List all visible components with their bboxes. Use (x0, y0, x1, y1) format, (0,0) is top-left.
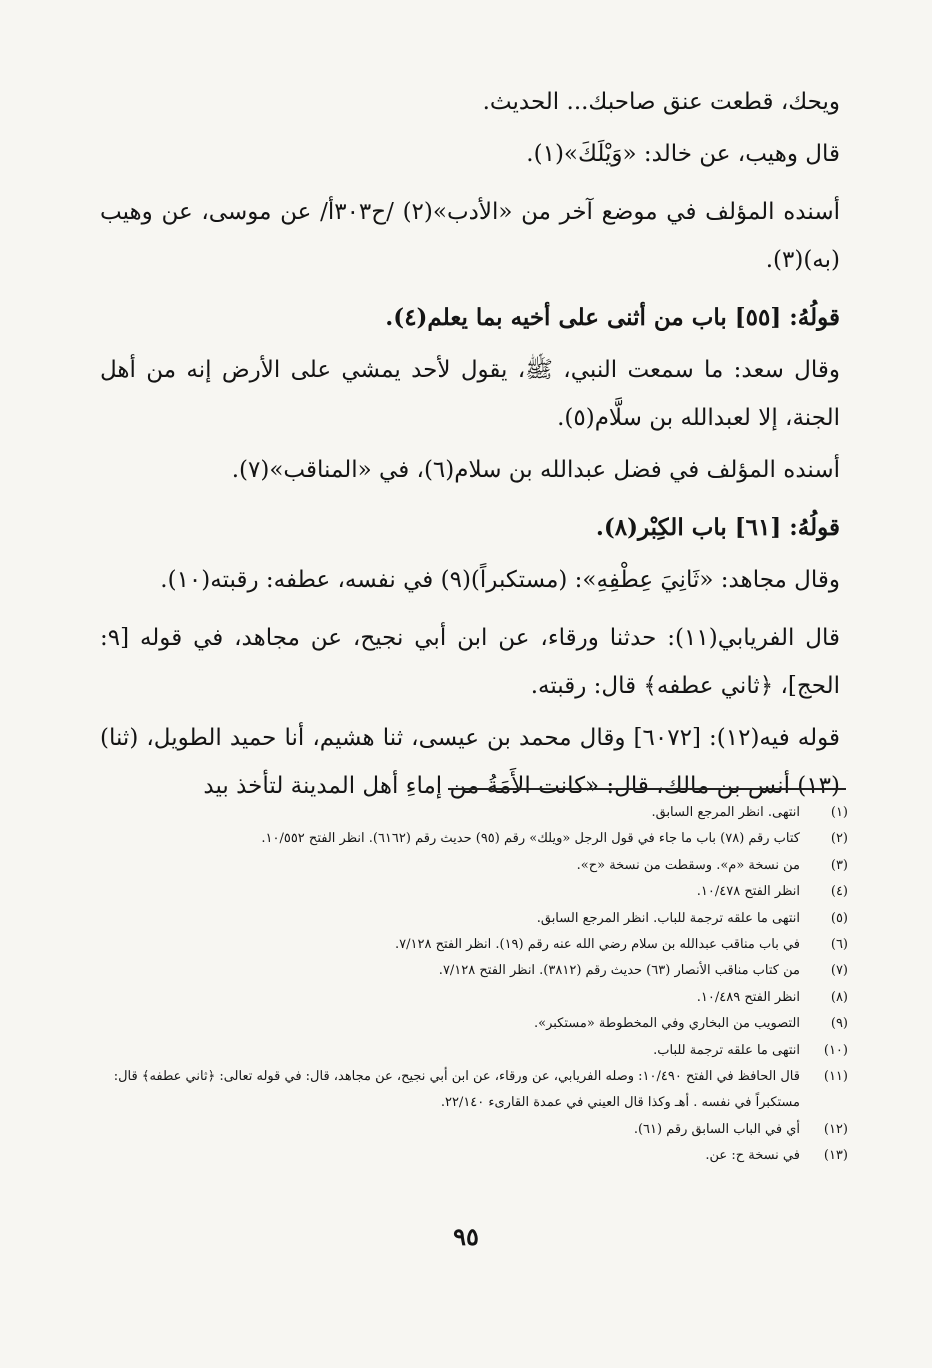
footnote-text: في نسخة ح: عن. (705, 1148, 800, 1164)
paragraph: وقال سعد: ما سمعت النبي، ﷺ، يقول لأحد يمشي على الأرض إنه من أهل الجنة، إلا لعبدالله بن سلَّام(٥). (100, 357, 840, 431)
footnote (100, 958, 848, 984)
paragraph: قوله فيه(١٢): [٦٠٧٢] وقال محمد بن عيسى، ثنا هشيم، أنا حميد الطويل، (ثنا)(١٣) أنس بن مالك، قال: «كانت الأَمَةُ من إماءِ أهل المدينة لتأخذ بيد (100, 725, 840, 799)
footnote-number: (١١) (823, 1069, 848, 1085)
section-heading: قولُهُ: [٥٥] باب من أثنى على أخيه بما يعلم(٤). (385, 304, 840, 331)
footnote-text: انتهى ما علقه ترجمة للباب. (653, 1042, 800, 1058)
paragraph: قال الفريابي(١١): حدثنا ورقاء، عن ابن أبي نجيح، عن مجاهد، في قوله [٩: الحج]، ﴿ثاني عطفه﴾ قال: رقبته. (100, 625, 841, 699)
footnote-number: (٦) (830, 937, 848, 953)
footnote (100, 1038, 848, 1064)
paragraph: أسنده المؤلف في فضل عبدالله بن سلام(٦)، في «المناقب»(٧). (231, 457, 840, 483)
footnote-number: (٩) (830, 1016, 848, 1032)
footnote-text: التصويب من البخاري وفي المخطوطة «مستكبر». (534, 1016, 800, 1032)
footnote (100, 853, 848, 879)
footnote-number: (١٣) (823, 1148, 848, 1164)
footnote-text: من كتاب مناقب الأنصار (٦٣) حديث رقم (٣٨١٢). انظر الفتح ٧/١٢٨. (438, 963, 800, 979)
footnote-number: (٢) (830, 831, 848, 847)
footnote-number: (٤) (830, 884, 848, 900)
footnote-text: انتهى ما علقه ترجمة للباب. انظر المرجع السابق. (536, 910, 800, 926)
footnote (100, 800, 848, 826)
footnote (100, 932, 848, 958)
footnote-number: (١) (830, 805, 848, 820)
footnote (100, 1064, 848, 1117)
footnote-number: (٥) (830, 910, 848, 926)
page-number: ٩٥ (453, 1222, 479, 1251)
footnote (100, 1011, 848, 1037)
footnote-number: (١٢) (823, 1121, 848, 1137)
footnote-number: (٣) (830, 857, 848, 873)
footnote (100, 1143, 848, 1169)
footnote (100, 1117, 848, 1143)
footnotes (100, 800, 848, 1170)
paragraph: أسنده المؤلف في موضع آخر من «الأدب»(٢) /ح٣٠٣أ/ عن موسى، عن وهيب (به)(٣). (100, 199, 840, 273)
footnote-text: انتهى. انظر المرجع السابق. (651, 805, 800, 820)
paragraph: وقال مجاهد: «ثَانِيَ عِطْفِهِ»: (مستكبراً)(٩) في نفسه، عطفه: رقبته(١٠). (160, 567, 840, 593)
footnote-text: في باب مناقب عبدالله بن سلام رضي الله عنه رقم (١٩). انظر الفتح ٧/١٢٨. (394, 937, 800, 953)
main-text (100, 78, 840, 814)
footnote-text: انظر الفتح ١٠/٤٧٨. (696, 884, 800, 900)
footnote-divider (448, 788, 846, 790)
footnote-text: انظر الفتح ١٠/٤٨٩. (696, 989, 800, 1005)
footnote (100, 985, 848, 1011)
footnote (100, 826, 848, 852)
paragraph: ويحك، قطعت عنق صاحبك... الحديث. (482, 89, 840, 115)
footnote (100, 906, 848, 932)
footnote-number: (١٠) (823, 1042, 848, 1058)
paragraph: قال وهيب، عن خالد: «وَيْلَكَ»(١). (526, 141, 840, 167)
footnote-text: أي في الباب السابق رقم (٦١). (633, 1121, 800, 1137)
footnote-text: قال الحافظ في الفتح ١٠/٤٩٠: وصله الفريابي، عن ورقاء، عن ابن أبي نجيح، عن مجاهد، قال: في قوله تعالى: ﴿ثاني عطفه﴾ قال: مستكبراً في نفسه . أهـ وكذا قال العيني في عمدة القارىء ٢٢/١٤٠. (113, 1069, 800, 1111)
footnote-text: كتاب رقم (٧٨) باب ما جاء في قول الرجل «ويلك» رقم (٩٥) حديث رقم (٦١٦٢). انظر الفتح ١٠/٥٥٢. (261, 831, 800, 847)
footnote-number: (٨) (830, 989, 848, 1005)
footnote-number: (٧) (830, 963, 848, 979)
footnote (100, 879, 848, 905)
footnote-text: من نسخة «م». وسقطت من نسخة «ح». (576, 857, 800, 873)
section-heading: قولُهُ: [٦١] باب الكِبْر(٨). (595, 514, 840, 541)
